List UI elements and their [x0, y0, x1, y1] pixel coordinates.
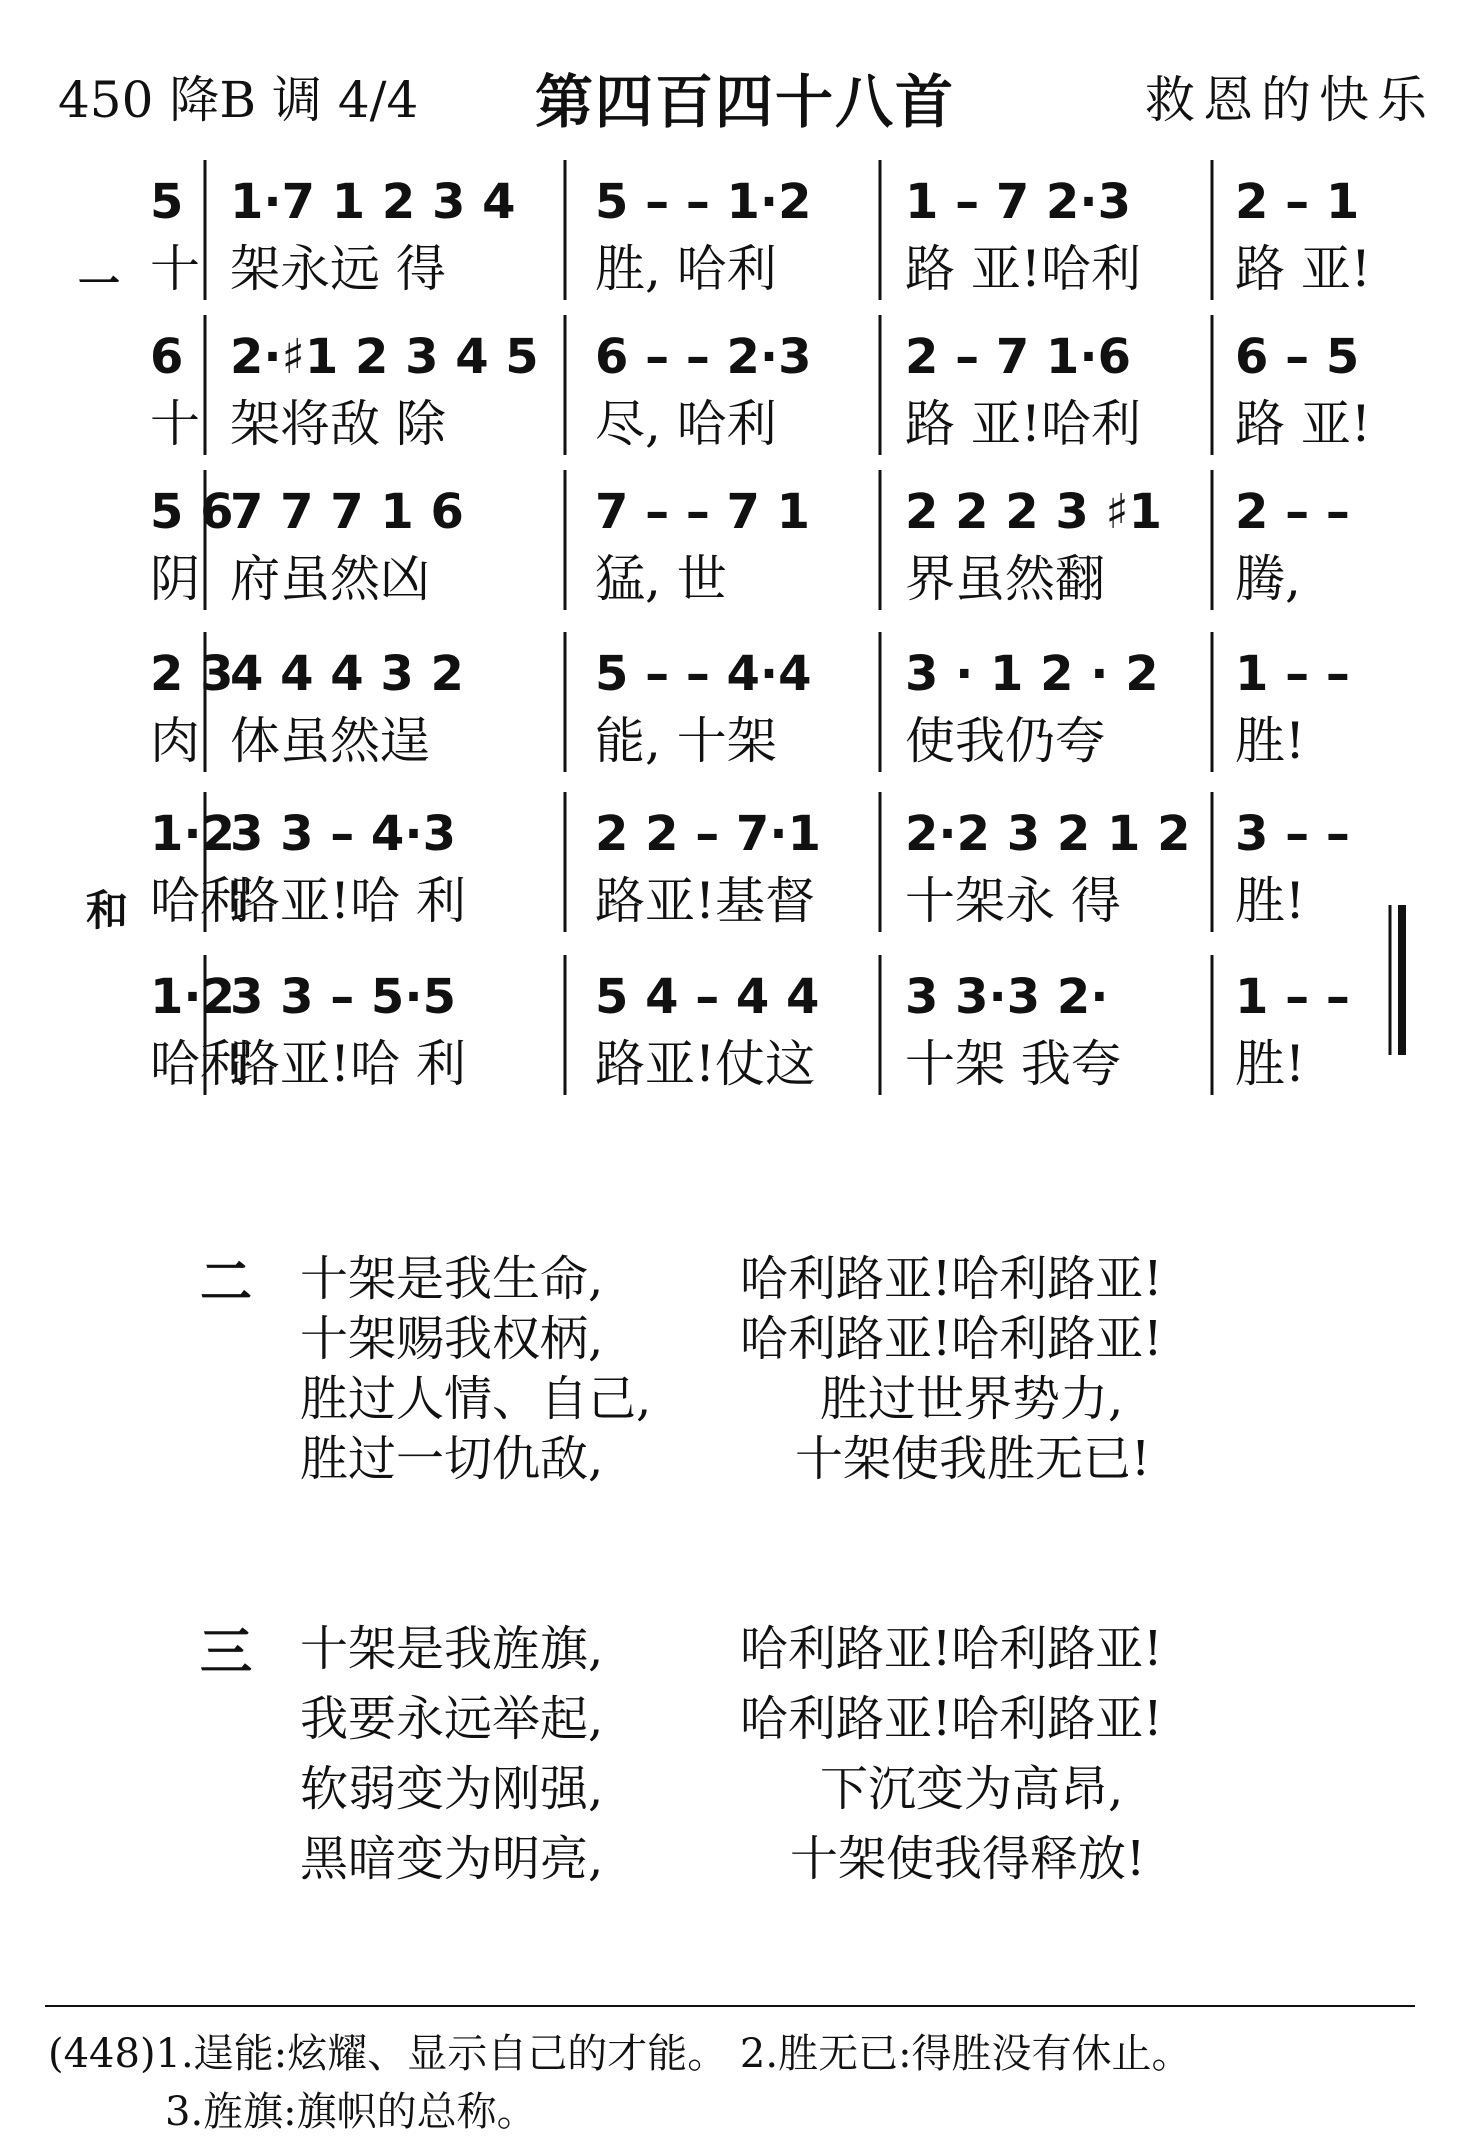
note-group: 6 – 5: [1235, 329, 1360, 385]
lyric-group: 十架永 得: [905, 872, 1121, 930]
note-group: 2 2 – 7·1: [595, 806, 821, 862]
lyric-group: 哈利: [150, 1035, 250, 1093]
note-group: 1 – 7 2·3: [905, 174, 1131, 230]
note-group: 2 – 7 1·6: [905, 329, 1131, 385]
note-group: 3 · 1 2 · 2: [905, 646, 1159, 702]
lyric-group: 胜, 哈利: [595, 240, 777, 298]
note-group: 2 – 1: [1235, 174, 1360, 230]
verse-line-left: 黑暗变为明亮,: [300, 1831, 604, 1887]
verse-number: 三: [200, 1622, 253, 1683]
note-group: 2 – –: [1235, 484, 1350, 540]
note-group: 7 7 7 1 6: [230, 484, 464, 540]
lyric-group: 使我仍夸: [905, 712, 1105, 770]
hymn-number-key: 450 降B 调 4/4: [58, 71, 419, 129]
lyric-group: 十: [150, 395, 200, 453]
note-group: 2 2 2 3 ♯1: [905, 484, 1163, 540]
lyric-group: 路 亚!: [1235, 395, 1371, 453]
verse-line-right: 下沉变为高昂,: [820, 1761, 1124, 1817]
verse-line-right: 哈利路亚!哈利路亚!: [740, 1251, 1163, 1307]
lyric-group: 路 亚!哈利: [905, 395, 1141, 453]
lyric-group: 阴: [150, 550, 200, 608]
verse-line-left: 软弱变为刚强,: [300, 1761, 604, 1817]
lyric-group: 路 亚!哈利: [905, 240, 1141, 298]
refrain-label: 和: [86, 886, 129, 935]
lyric-group: 能, 十架: [595, 712, 777, 770]
note-group: 5: [150, 174, 184, 230]
note-group: 6: [150, 329, 184, 385]
lyric-group: 界虽然翻: [905, 550, 1105, 608]
note-group: 1·2: [150, 969, 236, 1025]
score-text: [78, 174, 1371, 1093]
lyric-group: 路亚!仗这: [595, 1035, 816, 1093]
note-group: 1 – –: [1235, 646, 1350, 702]
lyric-group: 路亚!基督: [595, 872, 816, 930]
verse-label-one: 一: [78, 259, 121, 308]
score-barlines: [205, 160, 1402, 1095]
verse-line-right: 哈利路亚!哈利路亚!: [740, 1621, 1163, 1677]
lyric-group: 尽, 哈利: [595, 395, 777, 453]
lyric-group: 腾,: [1235, 550, 1301, 608]
footnote-line: (448)1.逞能:炫耀、显示自己的才能。 2.胜无已:得胜没有休止。: [48, 2031, 1192, 2077]
note-group: 2·2 3 2 1 2: [905, 806, 1191, 862]
footnote-line: 3.旌旗:旗帜的总称。: [165, 2089, 537, 2135]
lyric-group: 架将敌 除: [230, 395, 446, 453]
lyric-group: 胜!: [1235, 1035, 1306, 1093]
note-group: 1·2: [150, 806, 236, 862]
hymn-title: 第四百四十八首: [535, 68, 956, 136]
note-group: 3 3 – 5·5: [230, 969, 456, 1025]
verse-line-right: 哈利路亚!哈利路亚!: [740, 1311, 1163, 1367]
note-group: 1·7 1 2 3 4: [230, 174, 516, 230]
verse-line-left: 我要永远举起,: [300, 1691, 604, 1747]
verse-line-right: 十架使我得释放!: [790, 1831, 1146, 1887]
verse-line-left: 十架是我生命,: [300, 1251, 604, 1307]
note-group: 1 – –: [1235, 969, 1350, 1025]
lyric-group: 路 亚!: [1235, 240, 1371, 298]
verse-line-left: 胜过人情、自己,: [300, 1371, 652, 1427]
lyric-group: 十: [150, 240, 200, 298]
note-group: 2·♯1 2 3 4 5: [230, 329, 539, 385]
lyric-group: 体虽然逞: [230, 712, 430, 770]
lyric-group: 十架 我夸: [905, 1035, 1121, 1093]
verse-line-right: 胜过世界势力,: [820, 1371, 1124, 1427]
verse-line-left: 胜过一切仇敌,: [300, 1431, 604, 1487]
note-group: 3 3·3 2·: [905, 969, 1109, 1025]
note-group: 5 – – 4·4: [595, 646, 812, 702]
lyric-group: 胜!: [1235, 872, 1306, 930]
lyric-group: 哈利: [150, 872, 250, 930]
verse-line-right: 十架使我胜无已!: [795, 1431, 1151, 1487]
verse-line-left: 十架是我旌旗,: [300, 1621, 604, 1677]
note-group: 6 – – 2·3: [595, 329, 812, 385]
lyric-group: 路亚!哈 利: [230, 872, 466, 930]
lyric-group: 肉: [150, 712, 200, 770]
lyric-group: 架永远 得: [230, 240, 446, 298]
note-group: 5 4 – 4 4: [595, 969, 820, 1025]
note-group: 3 – –: [1235, 806, 1350, 862]
hymn-subtitle: 救恩的快乐: [1145, 71, 1435, 129]
verse-line-left: 十架赐我权柄,: [300, 1311, 604, 1367]
note-group: 4 4 4 3 2: [230, 646, 464, 702]
note-group: 5 – – 1·2: [595, 174, 812, 230]
lyric-group: 路亚!哈 利: [230, 1035, 466, 1093]
lyric-group: 猛, 世: [595, 550, 727, 608]
note-group: 5 6: [150, 484, 234, 540]
note-group: 3 3 – 4·3: [230, 806, 456, 862]
note-group: 2 3: [150, 646, 234, 702]
note-group: 7 – – 7 1: [595, 484, 811, 540]
footnote-divider: [45, 2005, 1415, 2007]
verse-line-right: 哈利路亚!哈利路亚!: [740, 1691, 1163, 1747]
verse-number: 二: [200, 1252, 253, 1313]
lyric-group: 胜!: [1235, 712, 1306, 770]
lyric-group: 府虽然凶: [230, 550, 430, 608]
